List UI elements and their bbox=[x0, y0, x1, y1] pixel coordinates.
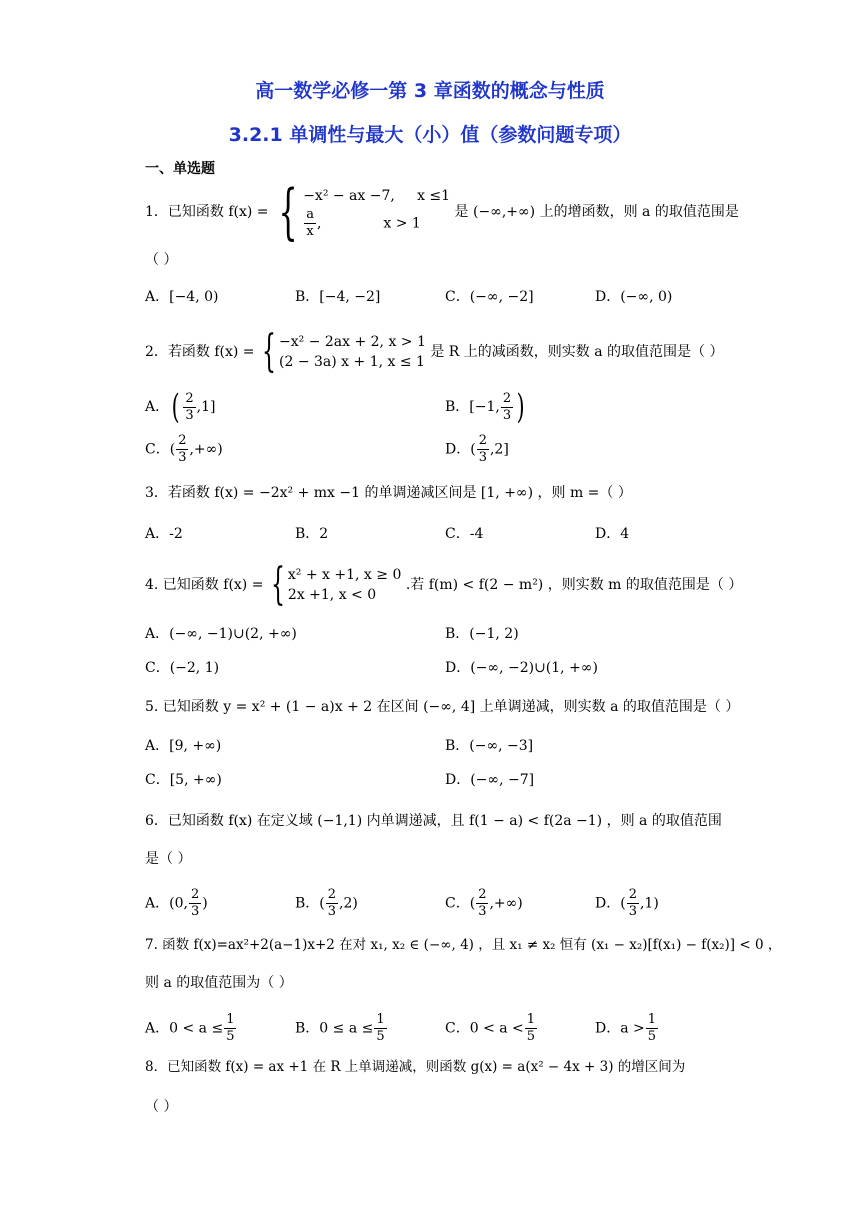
q1-suffix: 是 (−∞,+∞) 上的增函数，则 a 的取值范围是 bbox=[454, 204, 739, 220]
question-8-stem-cont: （ ） bbox=[145, 1099, 178, 1115]
q1-option-d[interactable]: D．(−∞, 0) bbox=[595, 289, 673, 305]
document-subtitle: 3.2.1 单调性与最大（小）值（参数问题专项） bbox=[228, 124, 632, 146]
q4-option-d[interactable]: D．(−∞, −2)∪(1, +∞) bbox=[445, 660, 598, 676]
q5-option-d[interactable]: D．(−∞, −7] bbox=[445, 772, 535, 788]
q2-prefix: 2．若函数 f(x) = bbox=[145, 344, 255, 360]
q6-option-a[interactable]: A．(0, $\frac{2}{3}$ ) bbox=[145, 887, 208, 919]
q1-piecewise: { −x² − ax −7, x ≤1 $\frac{a}{x}$ , x > 1 bbox=[278, 177, 451, 247]
question-8-stem: 8．已知函数 f(x) = ax +1 在 R 上单调递减，则函数 g(x) = a(x² − 4x + 3) 的增区间为 bbox=[145, 1059, 686, 1075]
q4-suffix: .若 f(m) < f(2 − m²) ，则实数 m 的取值范围是（ ） bbox=[405, 577, 743, 593]
q7-option-d[interactable]: D．a > $\frac{1}{5}$ bbox=[595, 1012, 657, 1044]
q3-option-d[interactable]: D．4 bbox=[595, 526, 630, 542]
question-4-stem bbox=[145, 559, 743, 610]
question-3-stem: 3．若函数 f(x) = −2x² + mx −1 的单调递减区间是 [1, +∞) ，则 m =（ ） bbox=[145, 485, 632, 501]
q3-option-b[interactable]: B．2 bbox=[295, 526, 329, 542]
q2-option-d[interactable]: D．( $\frac{2}{3}$ ,2] bbox=[445, 433, 509, 465]
q2-option-a[interactable]: A．( $\frac{2}{3}$ ,1] bbox=[145, 387, 216, 427]
q7-option-b[interactable]: B．0 ≤ a ≤ $\frac{1}{5}$ bbox=[295, 1012, 385, 1044]
question-2-stem bbox=[145, 326, 724, 377]
q1-answer-blank: （ ） bbox=[145, 252, 178, 268]
q6-option-b[interactable]: B．( $\frac{2}{3}$ ,2) bbox=[295, 887, 358, 919]
q4-option-b[interactable]: B．(−1, 2) bbox=[445, 626, 519, 642]
q4-piecewise: { x² + x +1, x ≥ 0 2x +1, x < 0 bbox=[270, 559, 402, 610]
q2-case-1: −x² − 2ax + 2, x > 1 bbox=[279, 334, 426, 350]
q4-prefix: 4. 已知函数 f(x) = bbox=[145, 577, 264, 593]
q5-option-b[interactable]: B．(−∞, −3] bbox=[445, 738, 534, 754]
question-1-stem bbox=[145, 177, 739, 247]
question-6-stem: 6．已知函数 f(x) 在定义域 (−1,1) 内单调递减，且 f(1 − a) < f(2a −1) ，则 a 的取值范围 bbox=[145, 813, 722, 829]
q1-prefix: 1．已知函数 f(x) = bbox=[145, 204, 269, 220]
q6-option-c[interactable]: C．( $\frac{2}{3}$ ,+∞) bbox=[445, 887, 523, 919]
q6-option-d[interactable]: D．( $\frac{2}{3}$ ,1) bbox=[595, 887, 659, 919]
q1-option-b[interactable]: B．[−4, −2] bbox=[295, 289, 381, 305]
q1-option-c[interactable]: C．(−∞, −2] bbox=[445, 289, 534, 305]
q7-option-c[interactable]: C．0 < a < $\frac{1}{5}$ bbox=[445, 1012, 536, 1044]
q1-option-a[interactable]: A．[−4, 0) bbox=[145, 289, 219, 305]
question-5-stem: 5. 已知函数 y = x² + (1 − a)x + 2 在区间 (−∞, 4] 上单调递减，则实数 a 的取值范围是（ ） bbox=[145, 699, 740, 715]
q7-option-a[interactable]: A．0 < a ≤ $\frac{1}{5}$ bbox=[145, 1012, 235, 1044]
q5-option-a[interactable]: A．[9, +∞) bbox=[145, 738, 222, 754]
question-7-stem-cont: 则 a 的取值范围为（ ） bbox=[145, 975, 293, 991]
q2-option-b[interactable]: B．[−1, $\frac{2}{3}$ ) bbox=[445, 387, 525, 427]
q4-case-2: 2x +1, x < 0 bbox=[287, 587, 377, 603]
question-7-stem: 7. 函数 f(x)=ax²+2(a−1)x+2 在对 x₁, x₂ ∈ (−∞, 4) ，且 x₁ ≠ x₂ 恒有 (x₁ − x₂)[f(x₁) − f(x₂)] < 0 ， bbox=[145, 937, 782, 953]
q4-case-1: x² + x +1, x ≥ 0 bbox=[287, 567, 402, 583]
q1-case-1: −x² − ax −7, x ≤1 bbox=[303, 187, 451, 204]
q3-option-a[interactable]: A．-2 bbox=[145, 526, 183, 542]
q4-option-a[interactable]: A．(−∞, −1)∪(2, +∞) bbox=[145, 626, 297, 642]
q2-piecewise: { −x² − 2ax + 2, x > 1 (2 − 3a) x + 1, x ≤ 1 bbox=[262, 326, 426, 377]
document-title: 高一数学必修一第 3 章函数的概念与性质 bbox=[255, 80, 605, 102]
q3-option-c[interactable]: C．-4 bbox=[445, 526, 484, 542]
q1-case-2: $\frac{a}{x}$ , x > 1 bbox=[306, 206, 421, 239]
section-heading: 一、单选题 bbox=[145, 161, 215, 177]
q2-option-c[interactable]: C．( $\frac{2}{3}$ ,+∞) bbox=[145, 433, 223, 465]
q2-case-2: (2 − 3a) x + 1, x ≤ 1 bbox=[279, 354, 425, 370]
q5-option-c[interactable]: C．[5, +∞) bbox=[145, 772, 222, 788]
q2-suffix: 是 R 上的减函数，则实数 a 的取值范围是（ ） bbox=[430, 344, 724, 360]
question-6-stem-cont: 是（ ） bbox=[145, 851, 192, 867]
q4-option-c[interactable]: C．(−2, 1) bbox=[145, 660, 220, 676]
